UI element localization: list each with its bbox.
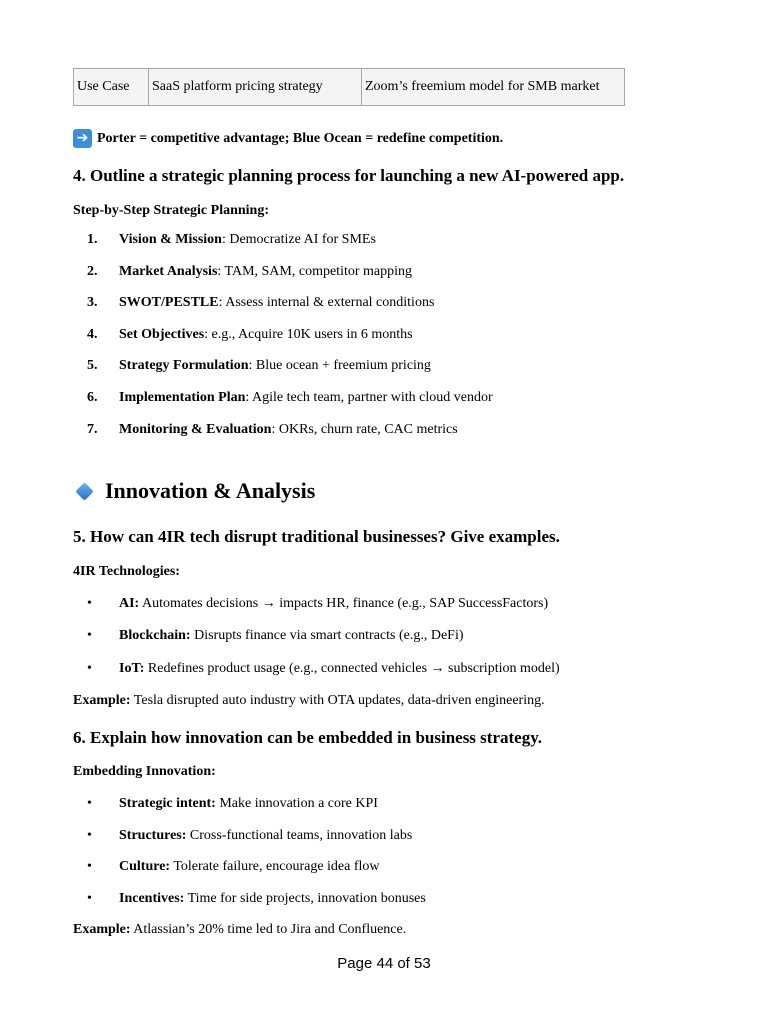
- table-cell-example: Zoom’s freemium model for SMB market: [362, 69, 625, 106]
- bullet-term: Culture:: [119, 859, 171, 874]
- bullet-text: Disrupts finance via smart contracts (e.g., DeFi): [190, 628, 464, 644]
- list-item: [73, 828, 426, 860]
- bullet: •: [87, 596, 92, 611]
- step-number: 3.: [87, 295, 98, 311]
- step-term: SWOT/PESTLE: [119, 295, 219, 311]
- list-item: [73, 628, 560, 660]
- blue-diamond-icon: [75, 482, 93, 500]
- list-item: [73, 295, 493, 327]
- table-row: [74, 69, 625, 106]
- summary-note-text: Porter = competitive advantage; Blue Ocean = redefine competition.: [97, 130, 504, 146]
- step-term: Implementation Plan: [119, 389, 246, 405]
- step-term: Set Objectives: [119, 326, 205, 342]
- bullet-term: IoT:: [119, 660, 145, 676]
- list-item: [73, 859, 426, 891]
- section-title: Innovation & Analysis: [105, 478, 316, 503]
- bullet-text: Time for side projects, innovation bonuses: [184, 890, 426, 906]
- reference-table: [73, 68, 625, 106]
- step-term: Monitoring & Evaluation: [119, 421, 272, 437]
- step-number: 5.: [87, 358, 98, 374]
- bullet: •: [87, 660, 92, 676]
- bullet-term: Incentives:: [119, 890, 185, 906]
- bullet-text: Tolerate failure, encourage idea flow: [170, 859, 380, 874]
- step-text: : Agile tech team, partner with cloud vendor: [245, 389, 493, 405]
- list-item: [73, 232, 493, 264]
- step-text: : e.g., Acquire 10K users in 6 months: [204, 326, 413, 342]
- step-term: Strategy Formulation: [119, 358, 249, 374]
- table-cell-description: SaaS platform pricing strategy: [149, 69, 362, 106]
- right-arrow-icon: ➔: [73, 129, 92, 148]
- list-item: [73, 661, 560, 693]
- step-term: Vision & Mission: [119, 232, 222, 247]
- bullet-term: AI:: [119, 596, 140, 611]
- section-heading: [73, 478, 315, 504]
- list-item: [73, 327, 493, 359]
- question-5-example: [73, 693, 545, 709]
- list-item: [73, 796, 426, 828]
- bullet: •: [87, 796, 92, 811]
- question-5-heading: 5. How can 4IR tech disrupt traditional businesses? Give examples.: [73, 527, 560, 546]
- list-item: [73, 358, 493, 390]
- list-item: [73, 264, 493, 296]
- question-4-heading: 4. Outline a strategic planning process for launching a new AI-powered app.: [73, 166, 625, 185]
- bullet: •: [87, 859, 92, 874]
- page-number: Page 44 of 53: [337, 955, 431, 972]
- question-6-example: [73, 922, 406, 938]
- bullet-term: Blockchain:: [119, 628, 191, 644]
- step-term: Market Analysis: [119, 263, 218, 279]
- step-text: : Assess internal & external conditions: [218, 295, 435, 311]
- question-6-heading: 6. Explain how innovation can be embedded in business strategy.: [73, 728, 543, 747]
- strategic-steps-list: [73, 232, 493, 453]
- step-number: 1.: [87, 232, 98, 247]
- technologies-list: [73, 596, 560, 693]
- step-text: : TAM, SAM, competitor mapping: [217, 263, 413, 279]
- step-number: 4.: [87, 326, 98, 342]
- example-text: Atlassian’s 20% time led to Jira and Confluence.: [130, 922, 407, 937]
- list-item: [73, 390, 493, 422]
- example-text: Tesla disrupted auto industry with OTA updates, data-driven engineering.: [130, 693, 545, 708]
- question-5-subheading: 4IR Technologies:: [73, 564, 180, 579]
- list-item: [73, 422, 493, 454]
- bullet-text: Automates decisions → impacts HR, finance (e.g., SAP SuccessFactors): [139, 596, 549, 611]
- summary-note: [73, 129, 503, 148]
- step-text: : Blue ocean + freemium pricing: [248, 358, 431, 374]
- bullet-text: Redefines product usage (e.g., connected vehicles → subscription model): [144, 660, 560, 676]
- bullet-term: Strategic intent:: [119, 796, 216, 811]
- step-text: : OKRs, churn rate, CAC metrics: [271, 421, 458, 437]
- question-4-subheading: Step-by-Step Strategic Planning:: [73, 203, 269, 218]
- list-item: [73, 891, 426, 923]
- example-label: Example:: [73, 693, 131, 708]
- bullet: •: [87, 890, 92, 906]
- step-text: : Democratize AI for SMEs: [221, 232, 376, 247]
- bullet: •: [87, 628, 92, 644]
- step-number: 7.: [87, 421, 98, 437]
- bullet-term: Structures:: [119, 827, 187, 843]
- embedding-list: [73, 796, 426, 922]
- bullet-text: Cross-functional teams, innovation labs: [186, 827, 413, 843]
- bullet: •: [87, 827, 92, 843]
- example-label: Example:: [73, 922, 131, 937]
- list-item: [73, 596, 560, 628]
- step-number: 6.: [87, 389, 98, 405]
- step-number: 2.: [87, 263, 98, 279]
- bullet-text: Make innovation a core KPI: [215, 796, 378, 811]
- question-6-subheading: Embedding Innovation:: [73, 764, 216, 779]
- table-cell-use-case: Use Case: [74, 69, 149, 106]
